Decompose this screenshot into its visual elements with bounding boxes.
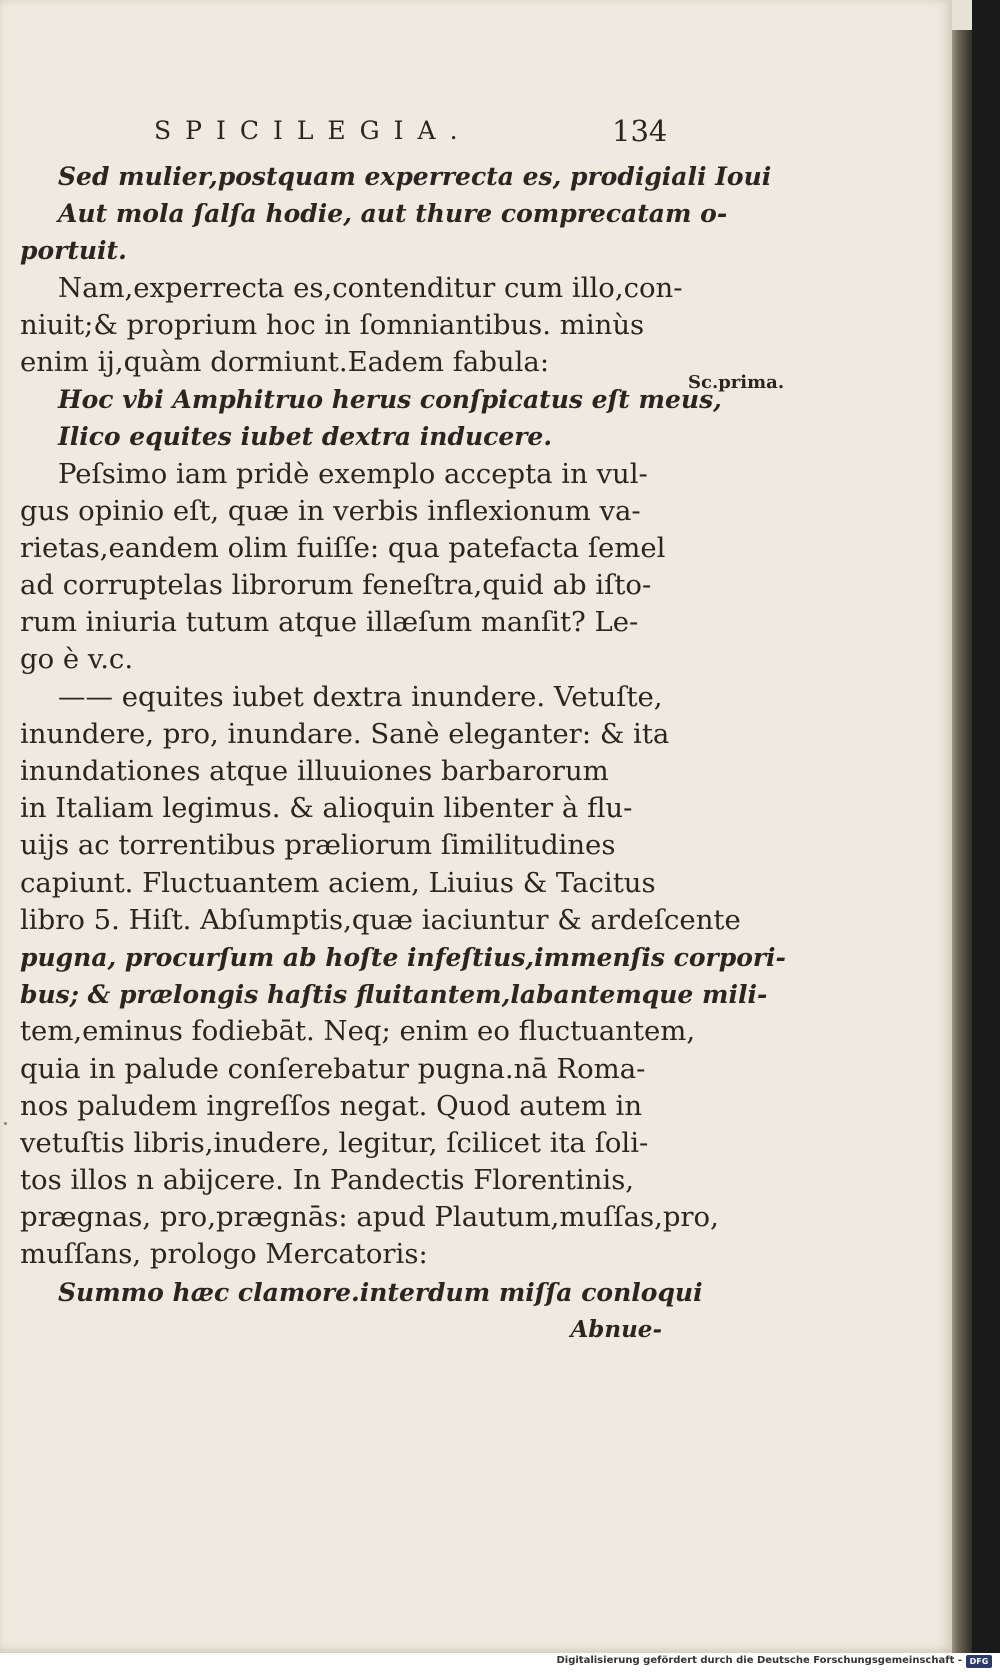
text-line: enim ij,quàm dormiunt.Eadem fabula: <box>20 345 550 378</box>
text-line: nos paludem ingreſſos negat. Quod autem in <box>20 1089 643 1122</box>
text-line: Nam,experrecta es,contenditur cum illo,con- <box>58 271 683 304</box>
text-line: capiunt. Fluctuantem aciem, Liuius & Tacitus <box>20 866 656 899</box>
text-line: —— equites iubet dextra inundere. Vetuſte, <box>58 680 663 713</box>
paper-speck <box>4 1122 7 1125</box>
text-line: vetuſtis libris,inudere, legitur, ſcilicet ita ſoli- <box>20 1126 649 1159</box>
quote-line: pugna, procurſum ab hoſte infeſtius,immenſis corpori- <box>20 942 786 972</box>
text-line: prægnas, pro,prægnās: apud Plautum,muſſas,pro, <box>20 1201 719 1234</box>
dfg-logo-icon: DFG <box>966 1655 992 1668</box>
verse-line: Summo hæc clamore.interdum miſſa conloqui <box>58 1277 703 1307</box>
footer-credit: Digitalisierung gefördert durch die Deutsche Forschungsgemeinschaft - <box>556 1655 962 1666</box>
catchword: Abnue- <box>570 1315 662 1343</box>
text-line: inundationes atque illuuiones barbarorum <box>20 755 609 787</box>
running-head <box>0 110 952 150</box>
text-line: inundere, pro, inundare. Sanè eleganter: & ita <box>20 717 670 750</box>
text-line: gus opinio eſt, quæ in verbis inflexionum va- <box>20 494 641 527</box>
text-line: tem,eminus fodiebāt. Neq; enim eo fluctuantem, <box>20 1015 696 1048</box>
verse-line: Sed mulier,postquam experrecta es, prodigiali Ioui <box>58 162 772 191</box>
quote-line: bus; & prælongis haſtis fluitantem,labantemque mili- <box>20 980 768 1010</box>
text-line: niuit;& proprium hoc in ſomniantibus. minùs <box>20 308 645 341</box>
verse-line: Aut mola ſalſa hodie, aut thure comprecatam o- <box>58 199 728 229</box>
text-line: libro 5. Hiſt. Abſumptis,quæ iaciuntur & ardeſcente <box>20 903 741 936</box>
text-line: tos illos n abijcere. In Pandectis Florentinis, <box>20 1164 635 1197</box>
verse-line: portuit. <box>20 236 127 266</box>
text-line: uijs ac torrentibus præliorum ſimilitudines <box>20 829 616 862</box>
text-line: in Italiam legimus. & alioquin libenter à flu- <box>20 792 633 825</box>
verse-line: Hoc vbi Amphitruo herus conſpicatus eſt meus, <box>58 385 722 415</box>
text-line: ad corruptelas librorum feneſtra,quid ab iſto- <box>20 569 652 602</box>
text-line: rietas,eandem olim fuiſſe: qua patefacta ſemel <box>20 531 666 564</box>
running-title: SPICILEGIA. <box>154 116 472 145</box>
text-line: Peſsimo iam pridè exemplo accepta in vul- <box>58 457 648 490</box>
text-line: muſſans, prologo Mercatoris: <box>20 1238 428 1271</box>
text-line: rum iniuria tutum atque illæſum manſit? Le- <box>20 606 639 639</box>
page-number: 134 <box>612 114 668 148</box>
scan-background <box>972 0 1000 1672</box>
text-line: quia in palude conſerebatur pugna.nā Roma- <box>20 1052 646 1085</box>
text-line: go è v.c. <box>20 643 134 676</box>
verse-line: Ilico equites iubet dextra inducere. <box>58 422 553 452</box>
page-edge-shadow <box>952 30 972 1655</box>
margin-note: Sc.prima. <box>688 372 785 393</box>
